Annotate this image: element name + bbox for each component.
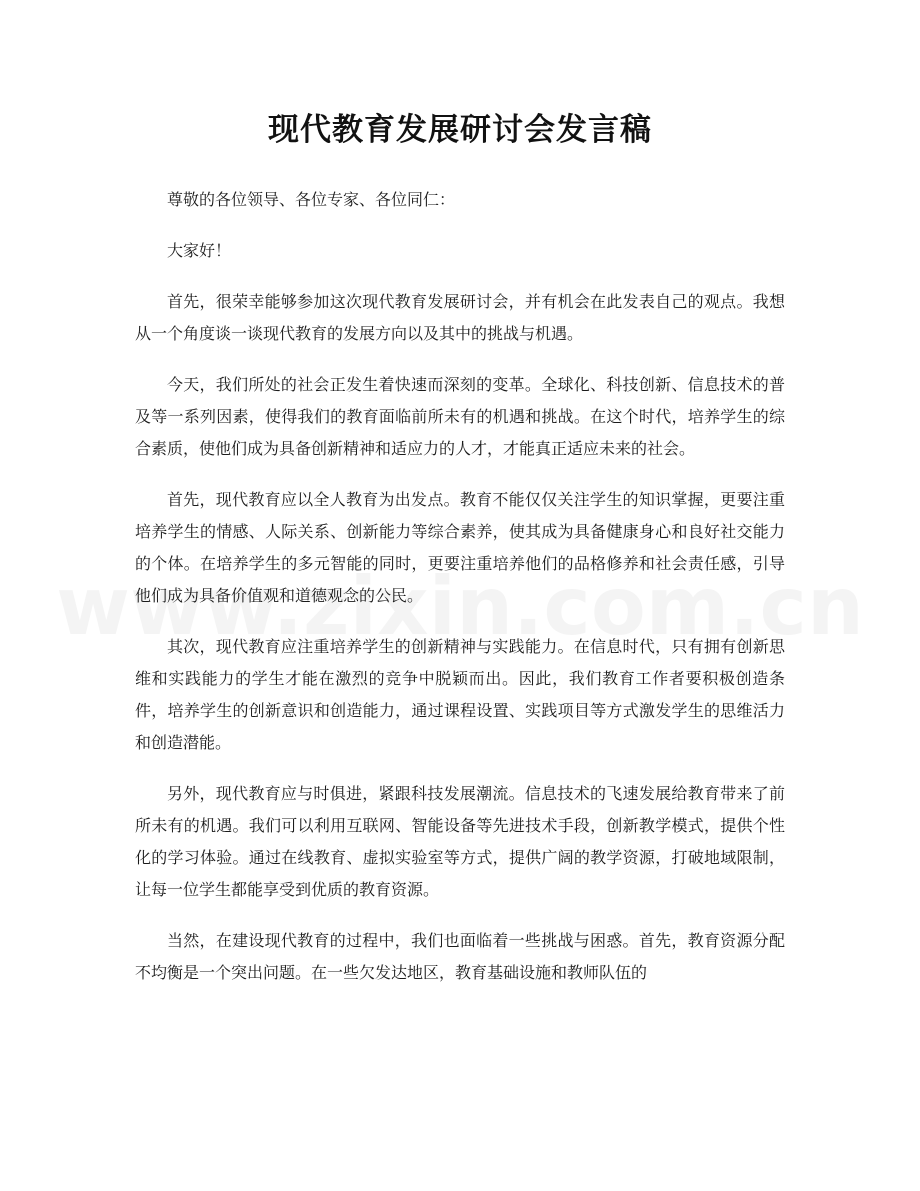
document-title: 现代教育发展研讨会发言稿 xyxy=(268,112,652,148)
paragraph: 首先，很荣幸能够参加这次现代教育发展研讨会，并有机会在此发表自己的观点。我想从一个角度谈一谈现代教育的发展方向以及其中的挑战与机遇。 xyxy=(135,292,785,343)
paragraph: 当然，在建设现代教育的过程中，我们也面临着一些挑战与困惑。首先，教育资源分配不均衡是一个突出问题。在一些欠发达地区，教育基础设施和教师队伍的 xyxy=(135,931,785,982)
paragraph: 首先，现代教育应以全人教育为出发点。教育不能仅仅关注学生的知识掌握，更要注重培养学生的情感、人际关系、创新能力等综合素养，使其成为具备健康身心和良好社交能力的个体。在培养学生的多元智能的同时，更要注重培养他们的品格修养和社会责任感，引导他们成为具备价值观和道德观念的公民。 xyxy=(135,490,785,605)
paragraph: 其次，现代教育应注重培养学生的创新精神与实践能力。在信息时代，只有拥有创新思维和实践能力的学生才能在激烈的竞争中脱颖而出。因此，我们教育工作者要积极创造条件，培养学生的创新意识和创造能力，通过课程设置、实践项目等方式激发学生的思维活力和创造潜能。 xyxy=(135,637,785,752)
paragraph-salutation: 尊敬的各位领导、各位专家、各位同仁： xyxy=(167,190,456,209)
paragraph: 另外，现代教育应与时俱进，紧跟科技发展潮流。信息技术的飞速发展给教育带来了前所未有的机遇。我们可以利用互联网、智能设备等先进技术手段，创新教学模式，提供个性化的学习体验。通过在线教育、虚拟实验室等方式，提供广阔的教学资源，打破地域限制，让每一位学生都能享受到优质的教育资源。 xyxy=(135,784,785,899)
paragraph-greeting: 大家好！ xyxy=(167,241,232,260)
paragraph: 今天，我们所处的社会正发生着快速而深刻的变革。全球化、科技创新、信息技术的普及等一系列因素，使得我们的教育面临前所未有的机遇和挑战。在这个时代，培养学生的综合素质，使他们成为具备创新精神和适应力的人才，才能真正适应未来的社会。 xyxy=(135,375,785,458)
document-body xyxy=(135,184,785,1008)
